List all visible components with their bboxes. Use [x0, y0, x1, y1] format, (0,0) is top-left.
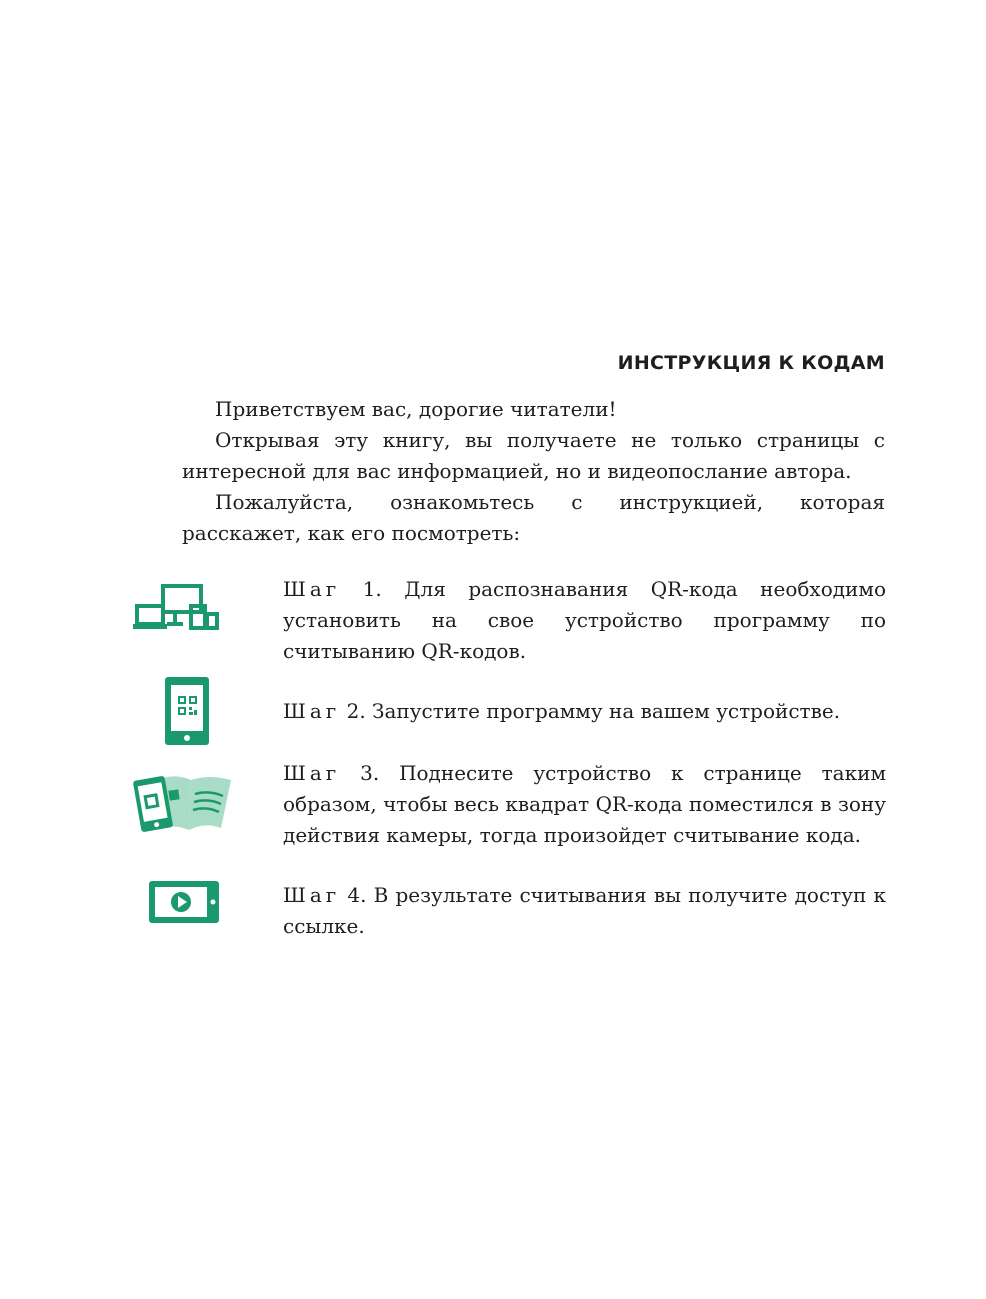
page-heading: ИНСТРУКЦИЯ К КОДАМ — [617, 352, 885, 374]
step-description: 1. Для распознавания QR-кода необходимо установить на свое устройство программу по считыванию QR-кодов. — [283, 577, 886, 663]
phone-qr-icon — [165, 677, 209, 745]
step-label: Шаг — [283, 577, 341, 601]
step-label: Шаг — [283, 883, 341, 907]
video-play-icon — [149, 881, 219, 923]
step-text — [283, 696, 886, 727]
step-label: Шаг — [283, 761, 341, 785]
step-text — [283, 758, 886, 851]
intro-paragraph: Приветствуем вас, дорогие читатели! — [215, 397, 617, 421]
devices-icon — [133, 584, 221, 630]
step-text — [283, 574, 886, 667]
step-description: 2. Запустите программу на вашем устройстве. — [340, 699, 841, 723]
intro-paragraph: Пожалуйста, ознакомьтесь с инструкцией, которая расскажет, как его посмотреть: — [182, 490, 885, 545]
scan-book-icon — [133, 772, 233, 836]
step-text — [283, 880, 886, 942]
intro-text — [182, 394, 885, 549]
intro-paragraph: Открывая эту книгу, вы получаете не только страницы с интересной для вас информацией, но и видеопослание автора. — [182, 428, 885, 483]
step-label: Шаг — [283, 699, 341, 723]
step-description: 3. Поднесите устройство к странице таким образом, чтобы весь квадрат QR-кода поместился в зону действия камеры, тогда произойдет считывание кода. — [283, 761, 886, 847]
step-description: 4. В результате считывания вы получите доступ к ссылке. — [283, 883, 886, 938]
